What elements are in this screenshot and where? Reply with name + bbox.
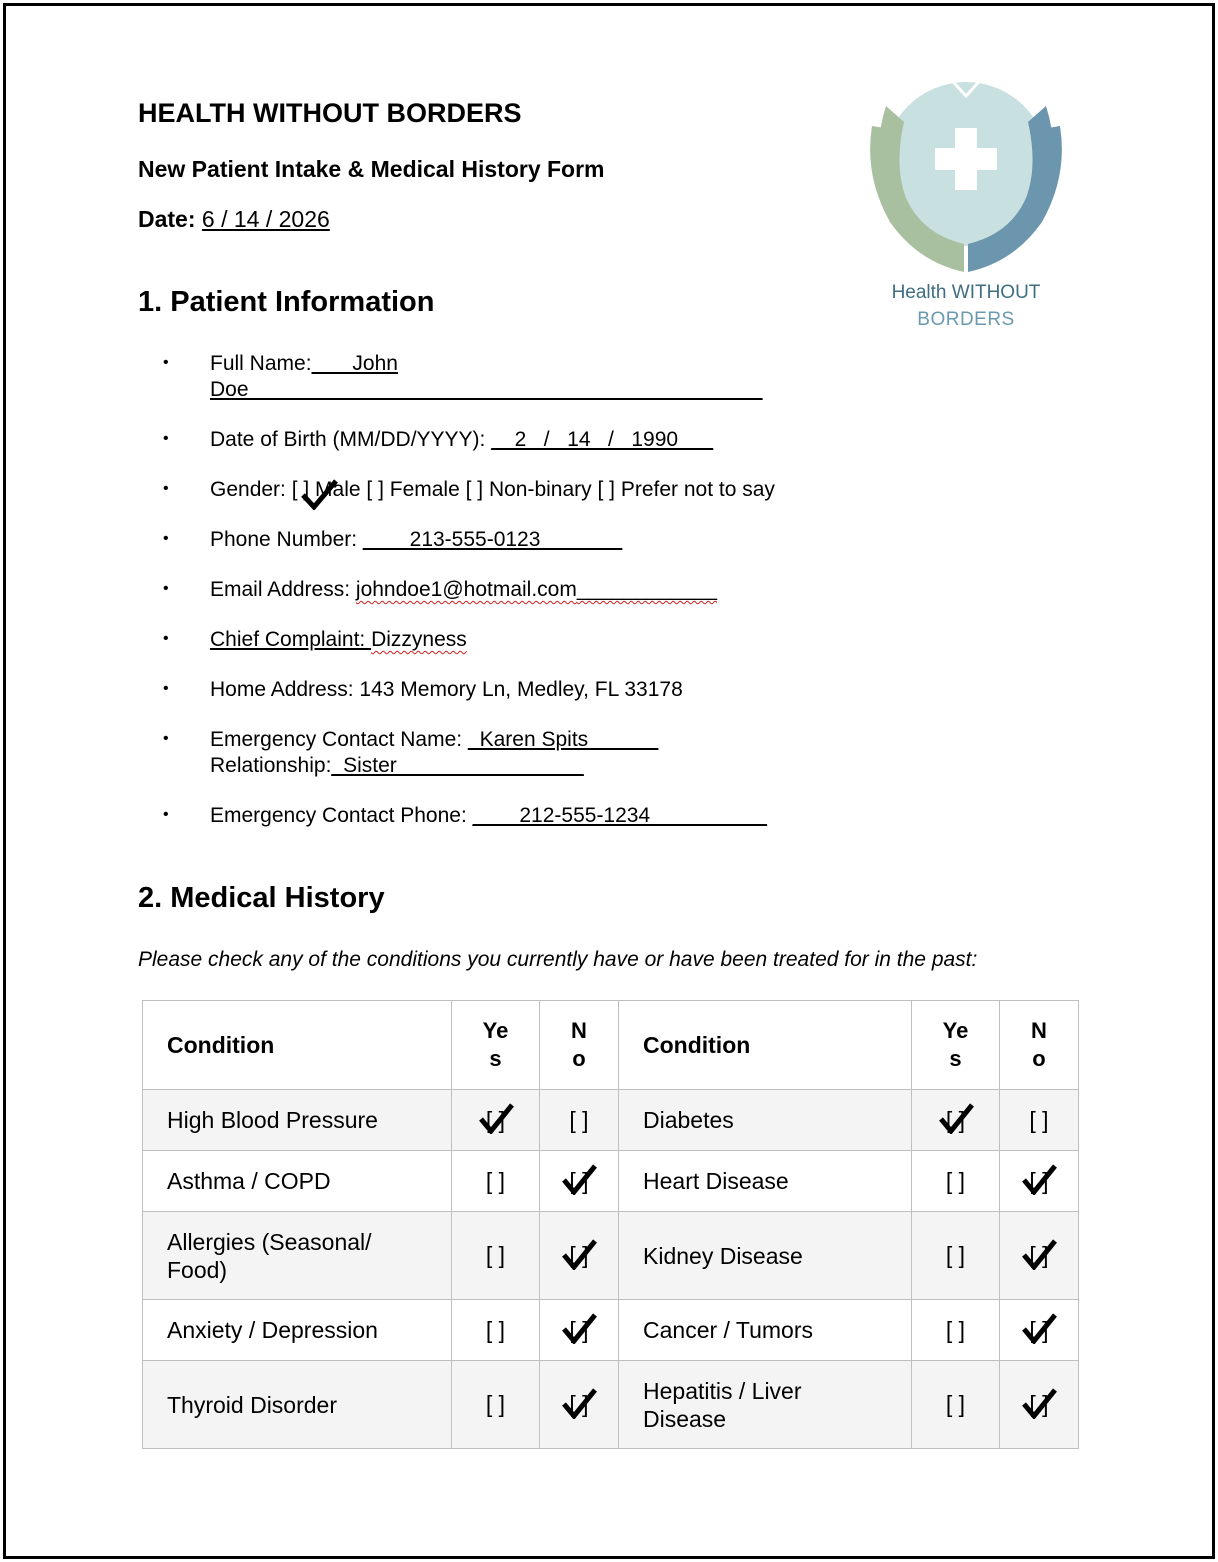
full-name-label: Full Name:	[210, 352, 312, 375]
left-yes-checkbox[interactable]: [ ]	[452, 1212, 540, 1300]
condition-left: Asthma / COPD	[143, 1151, 452, 1212]
checkmark-icon	[938, 1102, 974, 1134]
address-field[interactable]	[210, 678, 683, 702]
email-label: Email Address:	[210, 578, 356, 601]
address-value: 143 Memory Ln, Medley, FL 33178	[359, 678, 683, 701]
gender-field[interactable]	[210, 478, 775, 502]
header-condition-left: Condition	[143, 1001, 452, 1090]
gender-label: Gender:	[210, 478, 292, 501]
header-yes-right: Ye s	[912, 1001, 1000, 1090]
condition-right: Cancer / Tumors	[619, 1300, 912, 1361]
left-yes-checkbox[interactable]: [ ]	[452, 1090, 540, 1151]
right-yes-checkbox[interactable]: [ ]	[912, 1300, 1000, 1361]
form-date	[138, 206, 330, 233]
checkmark-icon	[1021, 1238, 1057, 1270]
right-no-checkbox[interactable]: [ ]	[1000, 1300, 1079, 1361]
ec-phone-label: Emergency Contact Phone:	[210, 804, 473, 827]
complaint-field[interactable]	[210, 628, 467, 652]
header-condition-right: Condition	[619, 1001, 912, 1090]
table-row	[143, 1361, 1079, 1449]
right-no-checkbox[interactable]: [ ]	[1000, 1212, 1079, 1300]
header-no-right: N o	[1000, 1001, 1079, 1090]
ec-rel-label: Relationship:	[210, 754, 332, 777]
bullet-gender: •	[163, 480, 169, 497]
section1-title: 1. Patient Information	[138, 286, 435, 318]
condition-left: Anxiety / Depression	[143, 1300, 452, 1361]
bullet-phone: •	[163, 530, 169, 547]
gender-options: [ ] Male [ ] Female [ ] Non-binary [ ] Prefer not to say	[291, 478, 775, 501]
email-value: johndoe1@hotmail.com	[355, 578, 577, 601]
phone-label: Phone Number:	[210, 528, 363, 551]
condition-right: Heart Disease	[619, 1151, 912, 1212]
checkmark-icon	[561, 1238, 597, 1270]
date-label: Date:	[138, 206, 196, 232]
right-yes-checkbox[interactable]: [ ]	[912, 1212, 1000, 1300]
form-title: New Patient Intake & Medical History Form	[138, 156, 605, 182]
logo-text-line2: BORDERS	[917, 309, 1015, 330]
section2-title: 2. Medical History	[138, 882, 385, 914]
table-row	[143, 1090, 1079, 1151]
logo-text-line1: Health WITHOUT	[891, 282, 1041, 303]
checkmark-icon	[561, 1312, 597, 1344]
ec-name-value: _Karen Spits______	[467, 728, 659, 751]
dob-label: Date of Birth (MM/DD/YYYY):	[210, 428, 492, 451]
left-no-checkbox[interactable]: [ ]	[540, 1090, 619, 1151]
header-no-left: N o	[540, 1001, 619, 1090]
full-name-value-line2: Doe____________________________________________	[210, 378, 763, 401]
dob-value: __2_ / _14_ / _1990___	[491, 428, 714, 451]
table-row	[143, 1151, 1079, 1212]
checkmark-icon	[561, 1387, 597, 1419]
checkmark-icon	[1021, 1163, 1057, 1195]
org-name: HEALTH WITHOUT BORDERS	[138, 98, 522, 128]
form-page	[3, 3, 1215, 1559]
header-yes-left: Ye s	[452, 1001, 540, 1090]
table-row	[143, 1212, 1079, 1300]
emergency-name-field[interactable]	[210, 728, 658, 752]
ec-name-label: Emergency Contact Name:	[210, 728, 468, 751]
left-yes-checkbox[interactable]: [ ]	[452, 1300, 540, 1361]
phone-value: ____213-555-0123_______	[362, 528, 623, 551]
bullet-address: •	[163, 680, 169, 697]
right-yes-checkbox[interactable]: [ ]	[912, 1361, 1000, 1449]
emergency-phone-field[interactable]	[210, 804, 767, 828]
right-no-checkbox[interactable]: [ ]	[1000, 1361, 1079, 1449]
logo	[860, 66, 1072, 346]
complaint-label: Chief Complaint:	[210, 628, 372, 651]
right-no-checkbox[interactable]: [ ]	[1000, 1090, 1079, 1151]
left-no-checkbox[interactable]: [ ]	[540, 1212, 619, 1300]
ec-phone-value: ____212-555-1234__________	[472, 804, 767, 827]
bullet-emergency-phone: •	[163, 806, 169, 823]
relationship-field[interactable]	[210, 754, 584, 778]
left-no-checkbox[interactable]: [ ]	[540, 1361, 619, 1449]
bullet-email: •	[163, 580, 169, 597]
email-field[interactable]	[210, 578, 717, 602]
address-label: Home Address:	[210, 678, 360, 701]
left-yes-checkbox[interactable]: [ ]	[452, 1151, 540, 1212]
condition-left: High Blood Pressure	[143, 1090, 452, 1151]
table-row	[143, 1300, 1079, 1361]
dob-field[interactable]	[210, 428, 713, 452]
left-yes-checkbox[interactable]: [ ]	[452, 1361, 540, 1449]
condition-right: Hepatitis / Liver Disease	[619, 1361, 912, 1449]
checkmark-icon	[1021, 1387, 1057, 1419]
table-header-row	[143, 1001, 1079, 1090]
phone-field[interactable]	[210, 528, 622, 552]
ec-rel-value: _Sister________________	[331, 754, 584, 777]
condition-right: Kidney Disease	[619, 1212, 912, 1300]
date-value: 6 / 14 / 2026	[201, 206, 330, 232]
left-no-checkbox[interactable]: [ ]	[540, 1300, 619, 1361]
left-no-checkbox[interactable]: [ ]	[540, 1151, 619, 1212]
bullet-dob: •	[163, 430, 169, 447]
checkmark-icon	[478, 1102, 514, 1134]
hands-globe-logo-icon	[860, 66, 1072, 278]
gender-male-check-icon	[300, 478, 338, 510]
right-no-checkbox[interactable]: [ ]	[1000, 1151, 1079, 1212]
bullet-emergency-name: •	[163, 730, 169, 747]
complaint-value: Dizzyness	[371, 628, 467, 651]
checkmark-icon	[561, 1163, 597, 1195]
right-yes-checkbox[interactable]: [ ]	[912, 1090, 1000, 1151]
full-name-field[interactable]	[210, 352, 398, 376]
bullet-complaint: •	[163, 630, 169, 647]
medical-history-table	[142, 1000, 1079, 1449]
condition-left: Thyroid Disorder	[143, 1361, 452, 1449]
condition-left: Allergies (Seasonal/ Food)	[143, 1212, 452, 1300]
instructions: Please check any of the conditions you currently have or have been treated for in the past:	[138, 948, 978, 971]
email-trail: ____________	[576, 578, 718, 601]
checkmark-icon	[1021, 1312, 1057, 1344]
full-name-value-line1: ___John	[311, 352, 398, 375]
condition-right: Diabetes	[619, 1090, 912, 1151]
right-yes-checkbox[interactable]: [ ]	[912, 1151, 1000, 1212]
bullet-full-name: •	[163, 354, 169, 371]
